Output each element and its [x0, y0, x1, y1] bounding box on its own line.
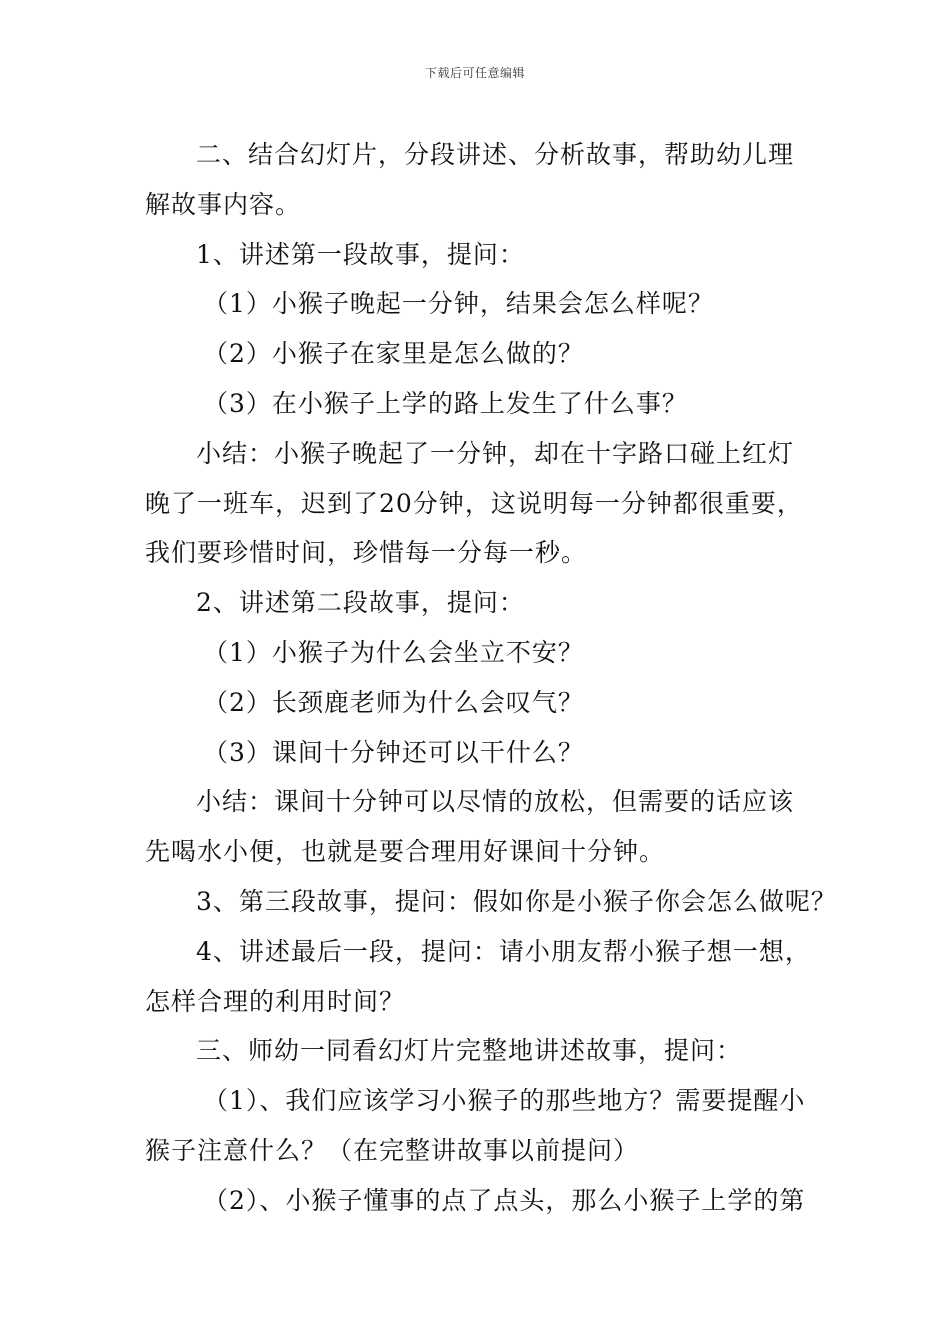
subsection-heading: 1、讲述第一段故事，提问：	[196, 239, 525, 269]
question-item: （3）在小猴子上学的路上发生了什么事？	[203, 388, 688, 418]
question-item: （2）、小猴子懂事的点了点头，那么小猴子上学的第	[203, 1185, 806, 1215]
paragraph-line: 解故事内容。	[145, 189, 302, 219]
paragraph-line: 怎样合理的利用时间？	[145, 986, 406, 1016]
subsection-heading: 4、讲述最后一段，提问：请小朋友帮小猴子想一想，	[196, 936, 811, 966]
section-heading: 二、结合幻灯片，分段讲述、分析故事，帮助幼儿理	[196, 140, 795, 169]
paragraph-line: 晚了一班车，迟到了20分钟，这说明每一分钟都很重要，	[145, 488, 803, 518]
page-header: 下载后可任意编辑	[424, 66, 525, 80]
paragraph-line: 先喝水小便，也就是要合理用好课间十分钟。	[145, 837, 666, 867]
summary-paragraph: 小结：课间十分钟可以尽情的放松，但需要的话应该	[196, 787, 795, 817]
question-item: （1）、我们应该学习小猴子的那些地方？需要提醒小	[203, 1086, 806, 1116]
question-item: （3）课间十分钟还可以干什么？	[203, 737, 584, 767]
section-heading: 三、师幼一同看幻灯片完整地讲述故事，提问：	[196, 1036, 743, 1066]
summary-paragraph: 小结：小猴子晚起了一分钟，却在十字路口碰上红灯	[196, 438, 795, 468]
question-item: （2）长颈鹿老师为什么会叹气？	[203, 687, 584, 717]
question-item: （1）小猴子为什么会坐立不安？	[203, 637, 584, 667]
subsection-heading: 2、讲述第二段故事，提问：	[196, 588, 525, 618]
document-body	[145, 130, 837, 1226]
subsection-heading: 3、第三段故事，提问：假如你是小猴子你会怎么做呢？	[196, 886, 837, 916]
question-item: （2）小猴子在家里是怎么做的？	[203, 339, 584, 369]
paragraph-line: 我们要珍惜时间，珍惜每一分每一秒。	[145, 538, 588, 568]
question-item: （1）小猴子晚起一分钟，结果会怎么样呢？	[203, 289, 714, 319]
paragraph-line: 猴子注意什么？（在完整讲故事以前提问）	[145, 1135, 640, 1165]
